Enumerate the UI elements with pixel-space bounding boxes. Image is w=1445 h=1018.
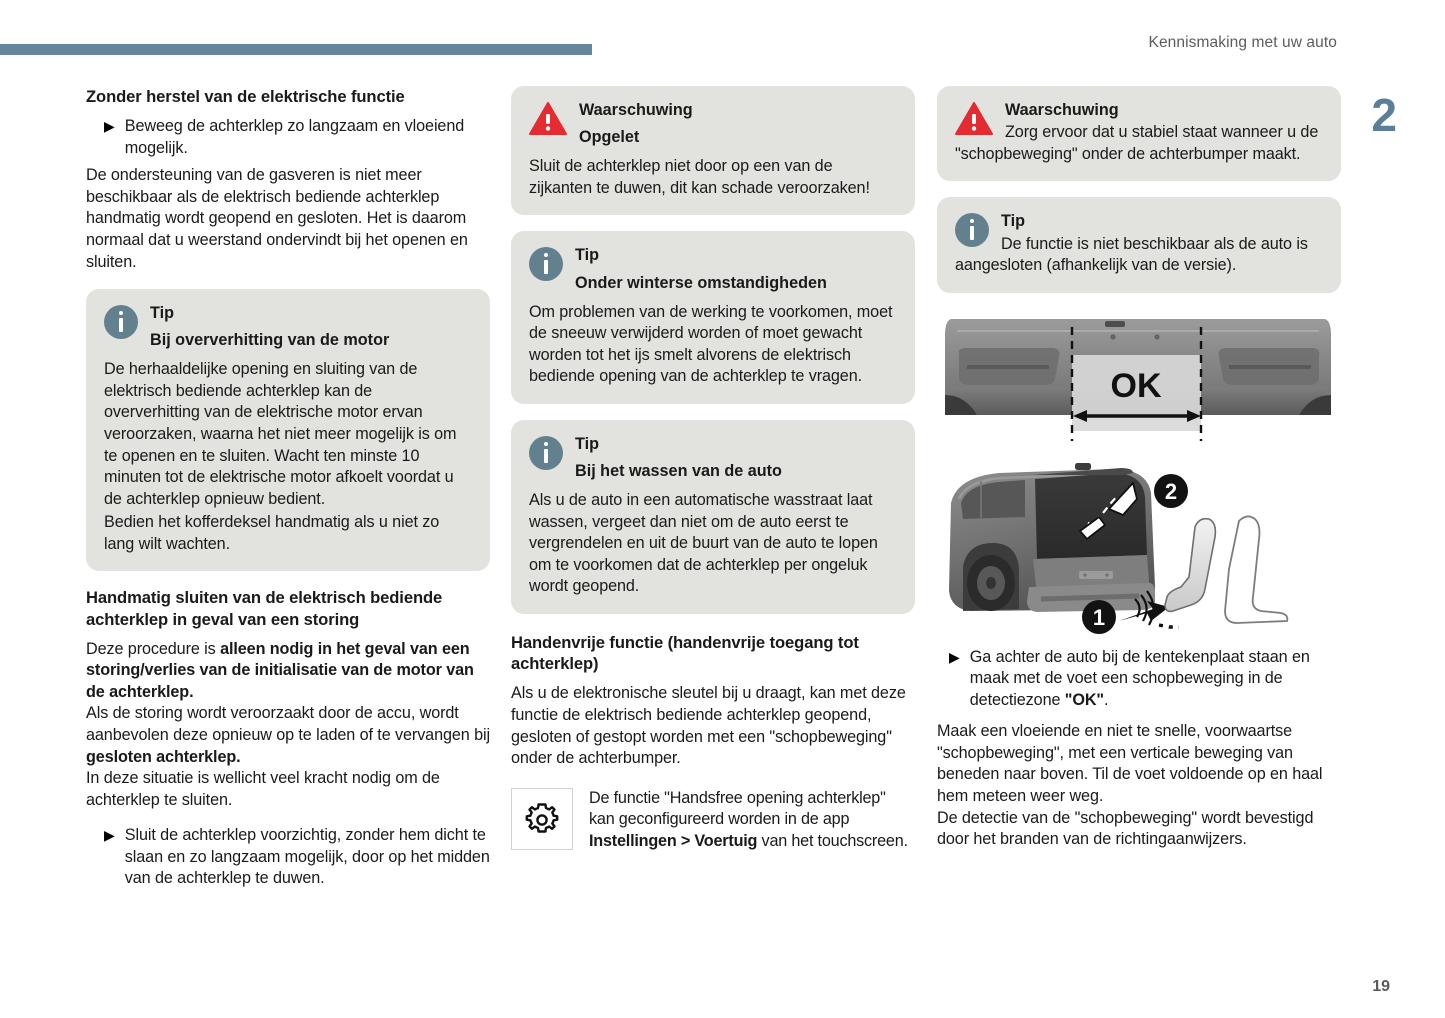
callout-body: De herhaaldelijke opening en sluiting van de elektrisch bediende achterklep kan de oververhitting van de elektrische motor ervan veroorzaken, waarna het niet meer mogelijk is om te openen en te sluiten. Wacht ten minste 10 minuten tot de elektrische motor afkoelt voordat u de achterklep opnieuw bedient. <box>104 360 457 508</box>
warning-icon <box>955 102 993 136</box>
section-title-manual-close: Handmatig sluiten van de elektrisch bediende achterklep in geval van een storing <box>86 588 443 629</box>
gear-icon <box>511 788 573 850</box>
callout-body: Als u de auto in een automatische wasstraat laat wassen, vergeet dan niet om de auto eerst te vergrendelen en uit de buurt van de auto te lopen om te voorkomen dat de achterklep per ongeluk wordt geopend. <box>529 491 878 596</box>
paragraph-detection-confirmation: De detectie van de "schopbeweging" wordt bevestigd door het branden van de richtingaanwijzers. <box>937 808 1314 849</box>
list-item-lead: Ga achter de auto bij de kentekenplaat staan en maak met de voet een schopbeweging in de detectiezone <box>969 647 1310 709</box>
warning-icon <box>529 102 567 136</box>
tip-box-car-wash <box>511 420 915 614</box>
callout-subtitle: Onder winterse omstandigheden <box>575 273 827 292</box>
paragraph-battery-lead: Als de storing wordt veroorzaakt door de accu, wordt aanbevolen deze opnieuw op te laden of te vervangen bij <box>86 704 490 744</box>
list-item <box>949 647 1341 712</box>
middle-column <box>511 86 915 852</box>
callout-kind-label: Waarschuwing <box>579 101 693 119</box>
info-icon <box>104 305 138 339</box>
callout-subtitle: Opgelet <box>579 128 640 147</box>
page-header-title: Kennismaking met uw auto <box>1148 34 1337 51</box>
gear-note-path: Instellingen > Voertuig <box>589 831 758 850</box>
warning-box-side-push <box>511 86 915 215</box>
triangle-bullet-icon: ▶ <box>104 827 115 844</box>
triangle-bullet-icon: ▶ <box>104 118 115 135</box>
callout-body: Om problemen van de werking te voorkomen, moet de sneeuw verwijderd worden of moet gewacht worden tot het ijs smelt alvorens de elektrisch bediende opening van de achterklep te vragen. <box>529 302 893 386</box>
kick-motion-figure-graphic <box>937 459 1341 637</box>
paragraph-procedure-emphasis: alleen nodig in het geval van een storing/verlies van de initialisatie van de motor van de achterklep. <box>86 639 474 701</box>
gear-note-tail: van het touchscreen. <box>757 831 908 850</box>
header-accent-bar <box>0 44 592 55</box>
callout-body: De functie is niet beschikbaar als de auto is aangesloten (afhankelijk van de versie). <box>955 234 1308 275</box>
rear-bumper-detection-zone-illustration <box>937 309 1341 449</box>
section-title-no-electric-recovery: Zonder herstel van de elektrische functie <box>86 87 405 106</box>
paragraph-procedure-lead: Deze procedure is <box>86 639 221 658</box>
warning-box-stable-stance <box>937 86 1341 181</box>
callout-marker-1: 1 <box>1092 604 1106 630</box>
right-column <box>937 86 1341 851</box>
info-icon <box>529 247 563 281</box>
callout-subtitle: Bij oververhitting van de motor <box>150 331 390 350</box>
tip-box-motor-overheating <box>86 289 490 571</box>
list-item-label: Sluit de achterklep voorzichtig, zonder hem dicht te slaan en zo langzaam mogelijk, door op het midden van de achterklep te duwen. <box>124 826 490 888</box>
warning-triangle-glyph <box>955 102 993 136</box>
paragraph-procedure <box>86 639 490 704</box>
callout-body-2: Bedien het kofferdeksel handmatig als u niet zo lang wilt wachten. <box>104 513 440 553</box>
gear-note-lead: De functie "Handsfree opening achterklep" kan geconfigureerd worden in de app <box>589 788 886 829</box>
rear-bumper-figure-graphic <box>937 309 1341 449</box>
tip-box-winter-conditions <box>511 231 915 404</box>
gear-configuration-note <box>511 788 915 853</box>
warning-triangle-glyph <box>529 102 567 136</box>
paragraph-force-needed: In deze situatie is wellicht veel kracht nodig om de achterklep te sluiten. <box>86 769 440 809</box>
info-icon <box>955 213 989 247</box>
page-number: 19 <box>1372 978 1390 995</box>
chapter-number: 2 <box>1371 89 1397 141</box>
callout-kind-label: Tip <box>575 246 599 265</box>
list-item-label <box>970 647 1341 712</box>
callout-marker-2: 2 <box>1164 478 1178 504</box>
detection-zone-ok-label: OK <box>1110 366 1162 405</box>
tip-box-not-available-when-charging <box>937 197 1341 292</box>
info-icon <box>529 436 563 470</box>
list-item-label: Beweeg de achterklep zo langzaam en vloeiend mogelijk. <box>124 117 465 157</box>
callout-kind-label: Tip <box>1001 212 1025 231</box>
callout-kind-label: Waarschuwing <box>1005 101 1119 119</box>
list-item-tail: . <box>1104 690 1109 709</box>
callout-subtitle: Bij het wassen van de auto <box>575 462 782 481</box>
paragraph-kick-technique: Maak een vloeiende en niet te snelle, voorwaartse "schopbeweging", met een verticale beweging van beneden naar boven. Til de voet voldoende op en haal hem meteen weer weg. <box>937 722 1323 805</box>
paragraph-handsfree: Als u de elektronische sleutel bij u draagt, kan met deze functie de elektrisch bediende achterklep geopend, gesloten of gestopt worden met een "schopbeweging" onder de achterbumper. <box>511 684 906 768</box>
paragraph-gas-struts: De ondersteuning van de gasveren is niet meer beschikbaar als de elektrisch bediende achterklep handmatig wordt geopend en gesloten. Het is daarom normaal dat u weerstand ondervindt bij het openen en sluiten. <box>86 166 468 271</box>
callout-kind-label: Tip <box>150 304 174 323</box>
paragraph-battery-emphasis: gesloten achterklep. <box>86 747 241 766</box>
left-column <box>86 86 490 896</box>
kick-motion-illustration <box>937 459 1341 637</box>
callout-body: Zorg ervoor dat u stabiel staat wanneer u de "schopbeweging" onder de achterbumper maakt. <box>955 123 1319 163</box>
callout-kind-label: Tip <box>575 434 599 453</box>
gear-note-text <box>589 788 915 853</box>
triangle-bullet-icon: ▶ <box>949 648 960 665</box>
list-item <box>104 825 490 890</box>
list-item <box>104 116 490 159</box>
paragraph-battery <box>86 703 490 768</box>
gear-glyph <box>520 797 564 841</box>
list-item-zone-label: "OK" <box>1064 690 1105 709</box>
section-title-handsfree: Handenvrije functie (handenvrije toegang tot achterklep) <box>511 632 859 674</box>
callout-body: Sluit de achterklep niet door op een van de zijkanten te duwen, dit kan schade veroorzaken! <box>529 157 870 197</box>
